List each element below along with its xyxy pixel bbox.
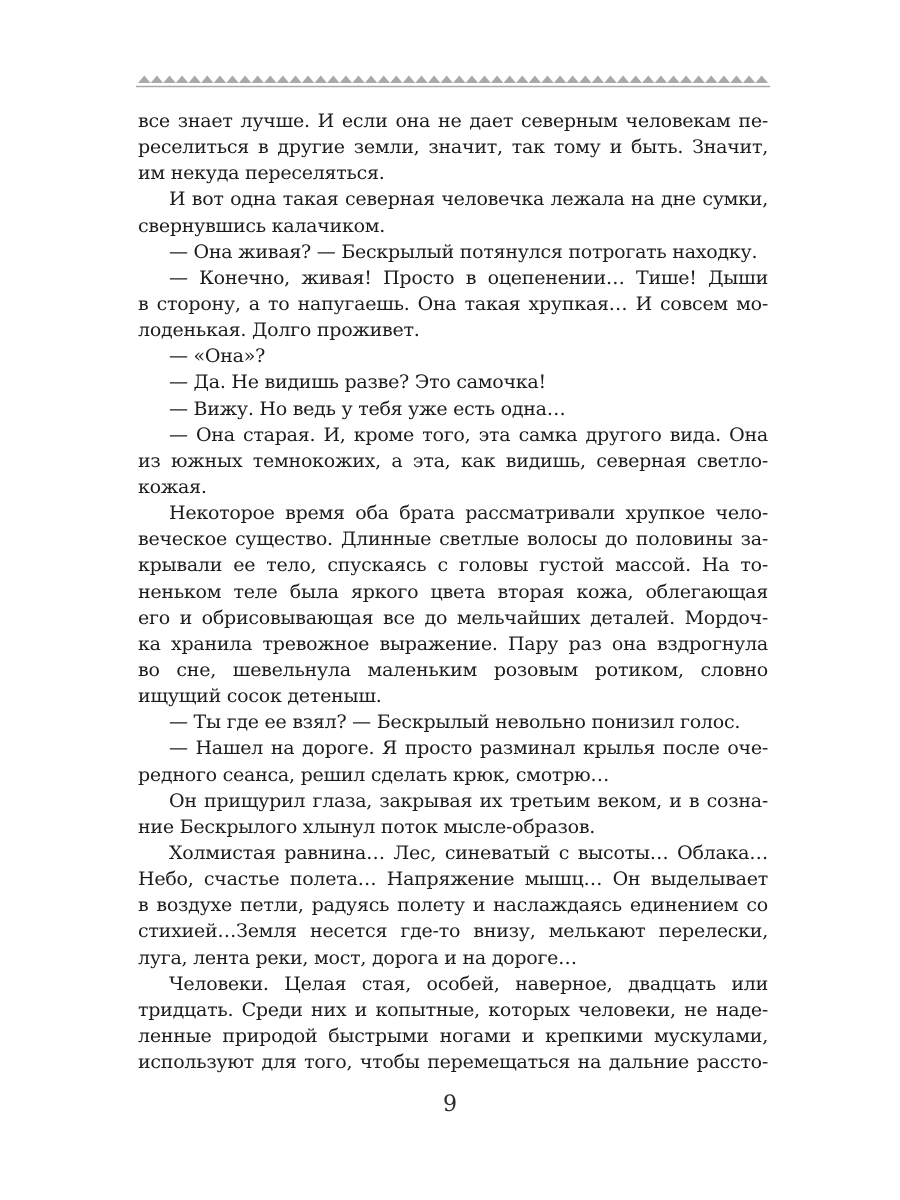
ornament-triangle — [503, 76, 516, 84]
text-line: его и обрисовывающая все до мельчайших деталей. Мордоч- — [138, 606, 768, 629]
text-line: — «Она»? — [169, 345, 266, 368]
ornament-triangle — [516, 76, 529, 84]
ornament-triangle — [226, 76, 239, 84]
ornament-triangle — [692, 76, 705, 84]
text-line: свернувшись калачиком. — [138, 214, 386, 237]
text-line: веческое существо. Длинные светлые волосы до половины за- — [138, 528, 768, 551]
text-line: ка хранила тревожное выражение. Пару раз она вздрогнула — [138, 632, 768, 655]
ornament-triangle — [151, 76, 164, 84]
text-line: Холмистая равнина… Лес, синеватый с высоты… Облака… — [169, 841, 768, 864]
ornament-triangle — [352, 76, 365, 84]
text-line: — Конечно, живая! Просто в оцепенении… Тише! Дыши — [169, 266, 768, 289]
ornament-triangle — [314, 76, 327, 84]
text-line: ищущий сосок детеныш. — [138, 685, 382, 708]
ornament-triangle — [655, 76, 668, 84]
text-line: крывали ее тело, спускаясь с головы густой массой. На то- — [138, 554, 768, 577]
text-line: Человеки. Целая стая, особей, наверное, двадцать или — [169, 972, 768, 995]
ornament-triangle — [554, 76, 567, 84]
ornament-triangle — [390, 76, 403, 84]
ornament-triangle — [415, 76, 428, 84]
ornament-triangle — [566, 76, 579, 84]
ornament-triangle — [302, 76, 315, 84]
ornament-triangle — [138, 76, 151, 84]
ornament-triangle — [251, 76, 264, 84]
text-line: лоденькая. Долго проживет. — [138, 319, 420, 342]
text-line: — Она живая? — Бескрылый потянулся потрогать находку. — [169, 240, 758, 263]
text-line: используют для того, чтобы перемещаться на дальние рассто- — [138, 1051, 768, 1074]
ornament-triangle — [176, 76, 189, 84]
header-ornament — [136, 70, 770, 94]
text-line: — Вижу. Но ведь у тебя уже есть одна… — [169, 397, 566, 420]
page-text — [138, 108, 768, 1075]
ornament-triangle — [188, 76, 201, 84]
ornament-triangle — [340, 76, 353, 84]
text-line: — Она старая. И, кроме того, эта самка другого вида. Она — [169, 423, 768, 446]
ornament-triangle — [680, 76, 693, 84]
ornament-triangle — [592, 76, 605, 84]
text-line: все знает лучше. И если она не дает северным человекам пе- — [138, 110, 768, 132]
ornament-triangle — [440, 76, 453, 84]
ornament-triangles — [138, 76, 768, 84]
ornament-triangle — [718, 76, 731, 84]
ornament-triangle — [529, 76, 542, 84]
ornament-triangle — [730, 76, 743, 84]
ornament-triangle — [264, 76, 277, 84]
ornament-triangle — [743, 76, 756, 84]
ornament-triangle — [491, 76, 504, 84]
text-line: луга, лента реки, мост, дорога и на дороге… — [138, 946, 577, 969]
text-line: стихией…Земля несется где-то внизу, мелькают перелески, — [138, 920, 768, 943]
text-line: — Да. Не видишь разве? Это самочка! — [169, 371, 546, 394]
text-line: редного сеанса, решил сделать крюк, смотрю… — [138, 763, 610, 786]
page-number: 9 — [443, 1092, 457, 1117]
text-line: ленные природой быстрыми ногами и крепкими мускулами, — [138, 1024, 768, 1047]
ornament-triangle — [642, 76, 655, 84]
text-line: ние Бескрылого хлынул поток мысле-образов. — [138, 815, 596, 838]
ornament-triangle — [478, 76, 491, 84]
text-line: — Нашел на дороге. Я просто разминал крылья после оче- — [169, 737, 768, 760]
ornament-triangle — [453, 76, 466, 84]
ornament-triangle — [604, 76, 617, 84]
text-line: им некуда переселяться. — [138, 162, 385, 185]
text-line: неньком теле была яркого цвета вторая кожа, облегающая — [138, 580, 768, 603]
ornament-triangle — [277, 76, 290, 84]
ornament-triangle — [239, 76, 252, 84]
ornament-triangle — [705, 76, 718, 84]
ornament-triangle — [466, 76, 479, 84]
text-line: Он прищурил глаза, закрывая их третьим веком, и в созна- — [169, 789, 768, 812]
ornament-triangle — [541, 76, 554, 84]
text-line: во сне, шевельнула маленьким розовым ротиком, словно — [138, 658, 768, 681]
ornament-triangle — [403, 76, 416, 84]
ornament-triangle — [428, 76, 441, 84]
text-line: — Ты где ее взял? — Бескрылый невольно понизил голос. — [169, 711, 741, 734]
text-line: из южных темнокожих, а эта, как видишь, северная светло- — [138, 449, 768, 472]
text-line: тридцать. Среди них и копытные, которых человеки, не наде- — [138, 998, 768, 1021]
text-line: Небо, счастье полета… Напряжение мышц… Он выделывает — [138, 868, 768, 891]
text-line: Некоторое время оба брата рассматривали хрупкое чело- — [169, 502, 768, 525]
ornament-triangle — [377, 76, 390, 84]
ornament-triangle — [579, 76, 592, 84]
ornament-triangle — [289, 76, 302, 84]
ornament-triangle — [629, 76, 642, 84]
text-line: в сторону, а то напугаешь. Она такая хрупкая… И совсем мо- — [138, 292, 768, 315]
ornament-triangle — [201, 76, 214, 84]
text-line: И вот одна такая северная человечка лежала на дне сумки, — [169, 188, 768, 211]
text-line: реселиться в другие земли, значит, так тому и быть. Значит, — [138, 136, 768, 159]
ornament-triangle — [755, 76, 768, 84]
ornament-triangle — [163, 76, 176, 84]
text-line: кожая. — [138, 475, 207, 498]
ornament-triangle — [617, 76, 630, 84]
ornament-triangle — [327, 76, 340, 84]
ornament-triangle — [214, 76, 227, 84]
ornament-triangle — [667, 76, 680, 84]
text-line: в воздухе петли, радуясь полету и наслаждаясь единением со — [138, 894, 768, 917]
ornament-triangle — [365, 76, 378, 84]
